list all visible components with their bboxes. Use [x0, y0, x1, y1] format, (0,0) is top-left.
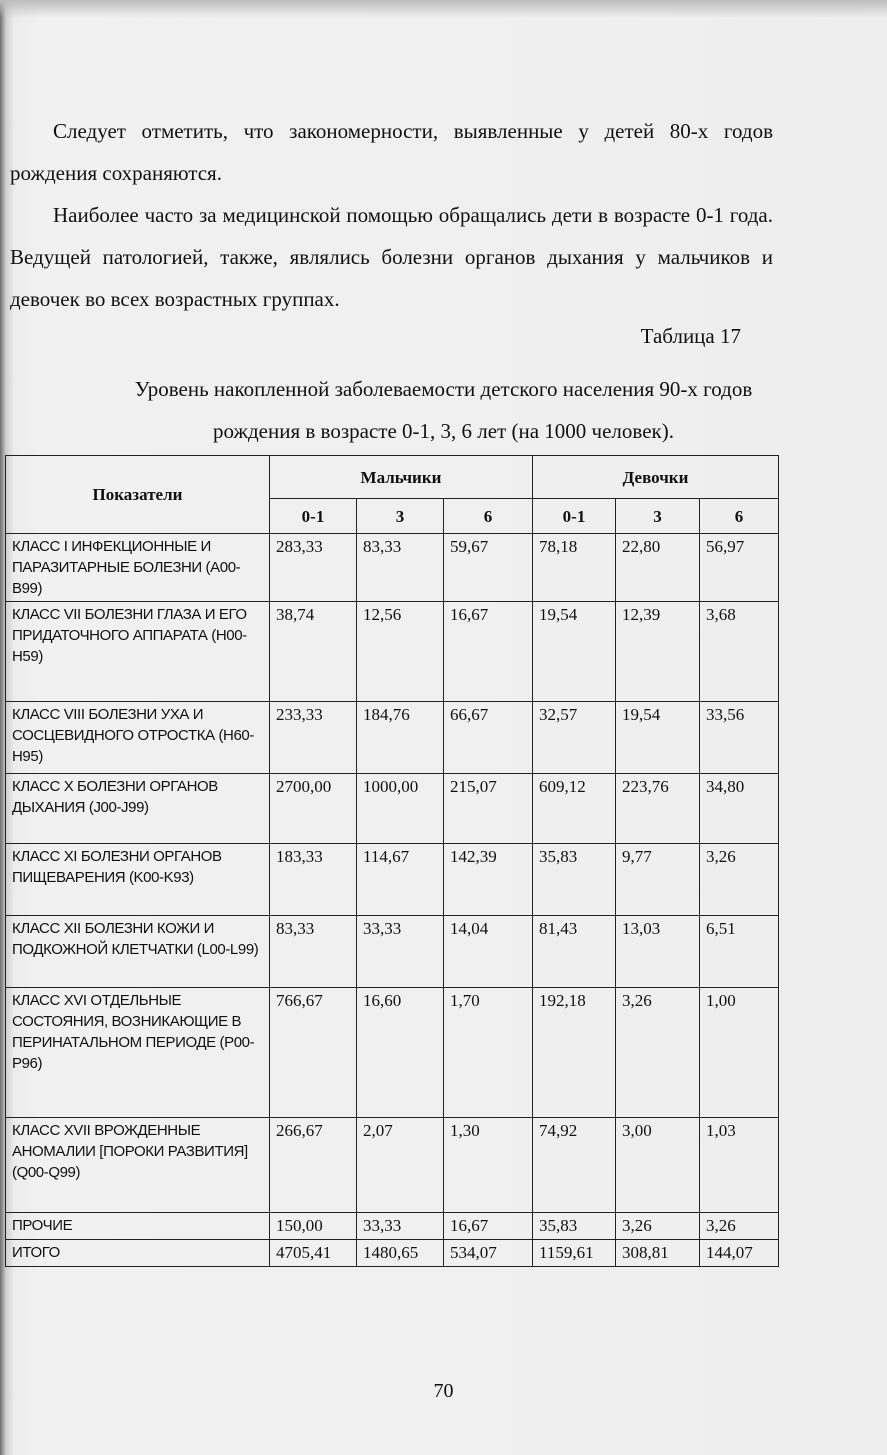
cell-value: 283,33: [270, 534, 357, 602]
cell-value: 1000,00: [357, 774, 444, 844]
table-row: [6, 1118, 779, 1213]
cell-value: 184,76: [357, 702, 444, 774]
cell-value: 183,33: [270, 844, 357, 916]
cell-value: 32,57: [533, 702, 616, 774]
cell-value: 19,54: [616, 702, 700, 774]
cell-value: 192,18: [533, 988, 616, 1118]
table-row: [6, 844, 779, 916]
cell-value: 609,12: [533, 774, 616, 844]
page-number: 70: [433, 1380, 454, 1402]
age-header: 3: [616, 499, 700, 534]
table-title-line-1: Уровень накопленной заболеваемости детского населения 90-х годов: [134, 377, 753, 401]
cell-value: 33,33: [357, 916, 444, 988]
cell-value: 114,67: [357, 844, 444, 916]
cell-value: 14,04: [444, 916, 533, 988]
row-name: КЛАСС VIII БОЛЕЗНИ УХА И СОСЦЕВИДНОГО ОТРОСТКА (H60-H95): [6, 702, 270, 774]
cell-value: 16,67: [444, 602, 533, 702]
cell-value: 150,00: [270, 1213, 357, 1240]
cell-value: 12,39: [616, 602, 700, 702]
cell-value: 16,60: [357, 988, 444, 1118]
table-title: [0, 368, 887, 452]
row-name: КЛАСС I ИНФЕКЦИОННЫЕ И ПАРАЗИТАРНЫЕ БОЛЕЗНИ (A00-B99): [6, 534, 270, 602]
cell-value: 35,83: [533, 1213, 616, 1240]
table-row: [6, 916, 779, 988]
cell-value: 1,70: [444, 988, 533, 1118]
header-boys: Мальчики: [270, 456, 533, 499]
cell-value: 66,67: [444, 702, 533, 774]
age-header: 0-1: [533, 499, 616, 534]
cell-value: 35,83: [533, 844, 616, 916]
cell-value: 766,67: [270, 988, 357, 1118]
cell-value: 3,68: [700, 602, 779, 702]
table-label: Таблица 17: [640, 324, 741, 348]
cell-value: 1,00: [700, 988, 779, 1118]
cell-value: 38,74: [270, 602, 357, 702]
morbidity-table: [5, 455, 779, 1267]
cell-value: 233,33: [270, 702, 357, 774]
cell-value: 534,07: [444, 1240, 533, 1267]
cell-value: 9,77: [616, 844, 700, 916]
cell-value: 3,26: [616, 1213, 700, 1240]
header-girls: Девочки: [533, 456, 779, 499]
cell-value: 16,67: [444, 1213, 533, 1240]
row-name: КЛАСС VII БОЛЕЗНИ ГЛАЗА И ЕГО ПРИДАТОЧНОГО АППАРАТА (H00-H59): [6, 602, 270, 702]
cell-value: 1480,65: [357, 1240, 444, 1267]
cell-value: 1,03: [700, 1118, 779, 1213]
cell-value: 1,30: [444, 1118, 533, 1213]
cell-value: 74,92: [533, 1118, 616, 1213]
age-header: 3: [357, 499, 444, 534]
row-name: КЛАСС XII БОЛЕЗНИ КОЖИ И ПОДКОЖНОЙ КЛЕТЧАТКИ (L00-L99): [6, 916, 270, 988]
paragraph-1: Следует отметить, что закономерности, выявленные у детей 80-х годов рождения сохраняются.: [10, 119, 773, 185]
age-header: 6: [444, 499, 533, 534]
row-name: ПРОЧИЕ: [6, 1213, 270, 1240]
table-row: [6, 1213, 779, 1240]
cell-value: 3,26: [700, 1213, 779, 1240]
row-name: ИТОГО: [6, 1240, 270, 1267]
row-name: КЛАСС X БОЛЕЗНИ ОРГАНОВ ДЫХАНИЯ (J00-J99): [6, 774, 270, 844]
cell-value: 3,26: [616, 988, 700, 1118]
cell-value: 12,56: [357, 602, 444, 702]
cell-value: 19,54: [533, 602, 616, 702]
cell-value: 223,76: [616, 774, 700, 844]
cell-value: 56,97: [700, 534, 779, 602]
table-title-line-2: рождения в возрасте 0-1, 3, 6 лет (на 1000 человек).: [213, 419, 674, 443]
table-row: [6, 534, 779, 602]
table-row: [6, 988, 779, 1118]
cell-value: 13,03: [616, 916, 700, 988]
cell-value: 308,81: [616, 1240, 700, 1267]
cell-value: 3,00: [616, 1118, 700, 1213]
cell-value: 266,67: [270, 1118, 357, 1213]
cell-value: 22,80: [616, 534, 700, 602]
table-row: [6, 602, 779, 702]
cell-value: 142,39: [444, 844, 533, 916]
cell-value: 34,80: [700, 774, 779, 844]
cell-value: 215,07: [444, 774, 533, 844]
cell-value: 4705,41: [270, 1240, 357, 1267]
age-header: 0-1: [270, 499, 357, 534]
cell-value: 33,56: [700, 702, 779, 774]
scan-shadow: [0, 0, 887, 18]
table-header-row: [6, 456, 779, 499]
cell-value: 2700,00: [270, 774, 357, 844]
header-indicator: Показатели: [6, 456, 270, 534]
cell-value: 33,33: [357, 1213, 444, 1240]
table-row-total: [6, 1240, 779, 1267]
cell-value: 83,33: [357, 534, 444, 602]
cell-value: 59,67: [444, 534, 533, 602]
row-name: КЛАСС XI БОЛЕЗНИ ОРГАНОВ ПИЩЕВАРЕНИЯ (K00-K93): [6, 844, 270, 916]
cell-value: 144,07: [700, 1240, 779, 1267]
cell-value: 78,18: [533, 534, 616, 602]
cell-value: 81,43: [533, 916, 616, 988]
age-header: 6: [700, 499, 779, 534]
table-row: [6, 702, 779, 774]
cell-value: 6,51: [700, 916, 779, 988]
row-name: КЛАСС XVI ОТДЕЛЬНЫЕ СОСТОЯНИЯ, ВОЗНИКАЮЩИЕ В ПЕРИНАТАЛЬНОМ ПЕРИОДЕ (P00-P96): [6, 988, 270, 1118]
cell-value: 3,26: [700, 844, 779, 916]
paragraph-2: Наиболее часто за медицинской помощью обращались дети в возрасте 0-1 года. Ведущей патологией, также, являлись болезни органов дыхания у мальчиков и девочек во всех возрастных группах.: [10, 203, 773, 311]
cell-value: 83,33: [270, 916, 357, 988]
table-row: [6, 774, 779, 844]
row-name: КЛАСС XVII ВРОЖДЕННЫЕ АНОМАЛИИ [ПОРОКИ РАЗВИТИЯ] (Q00-Q99): [6, 1118, 270, 1213]
cell-value: 1159,61: [533, 1240, 616, 1267]
cell-value: 2,07: [357, 1118, 444, 1213]
